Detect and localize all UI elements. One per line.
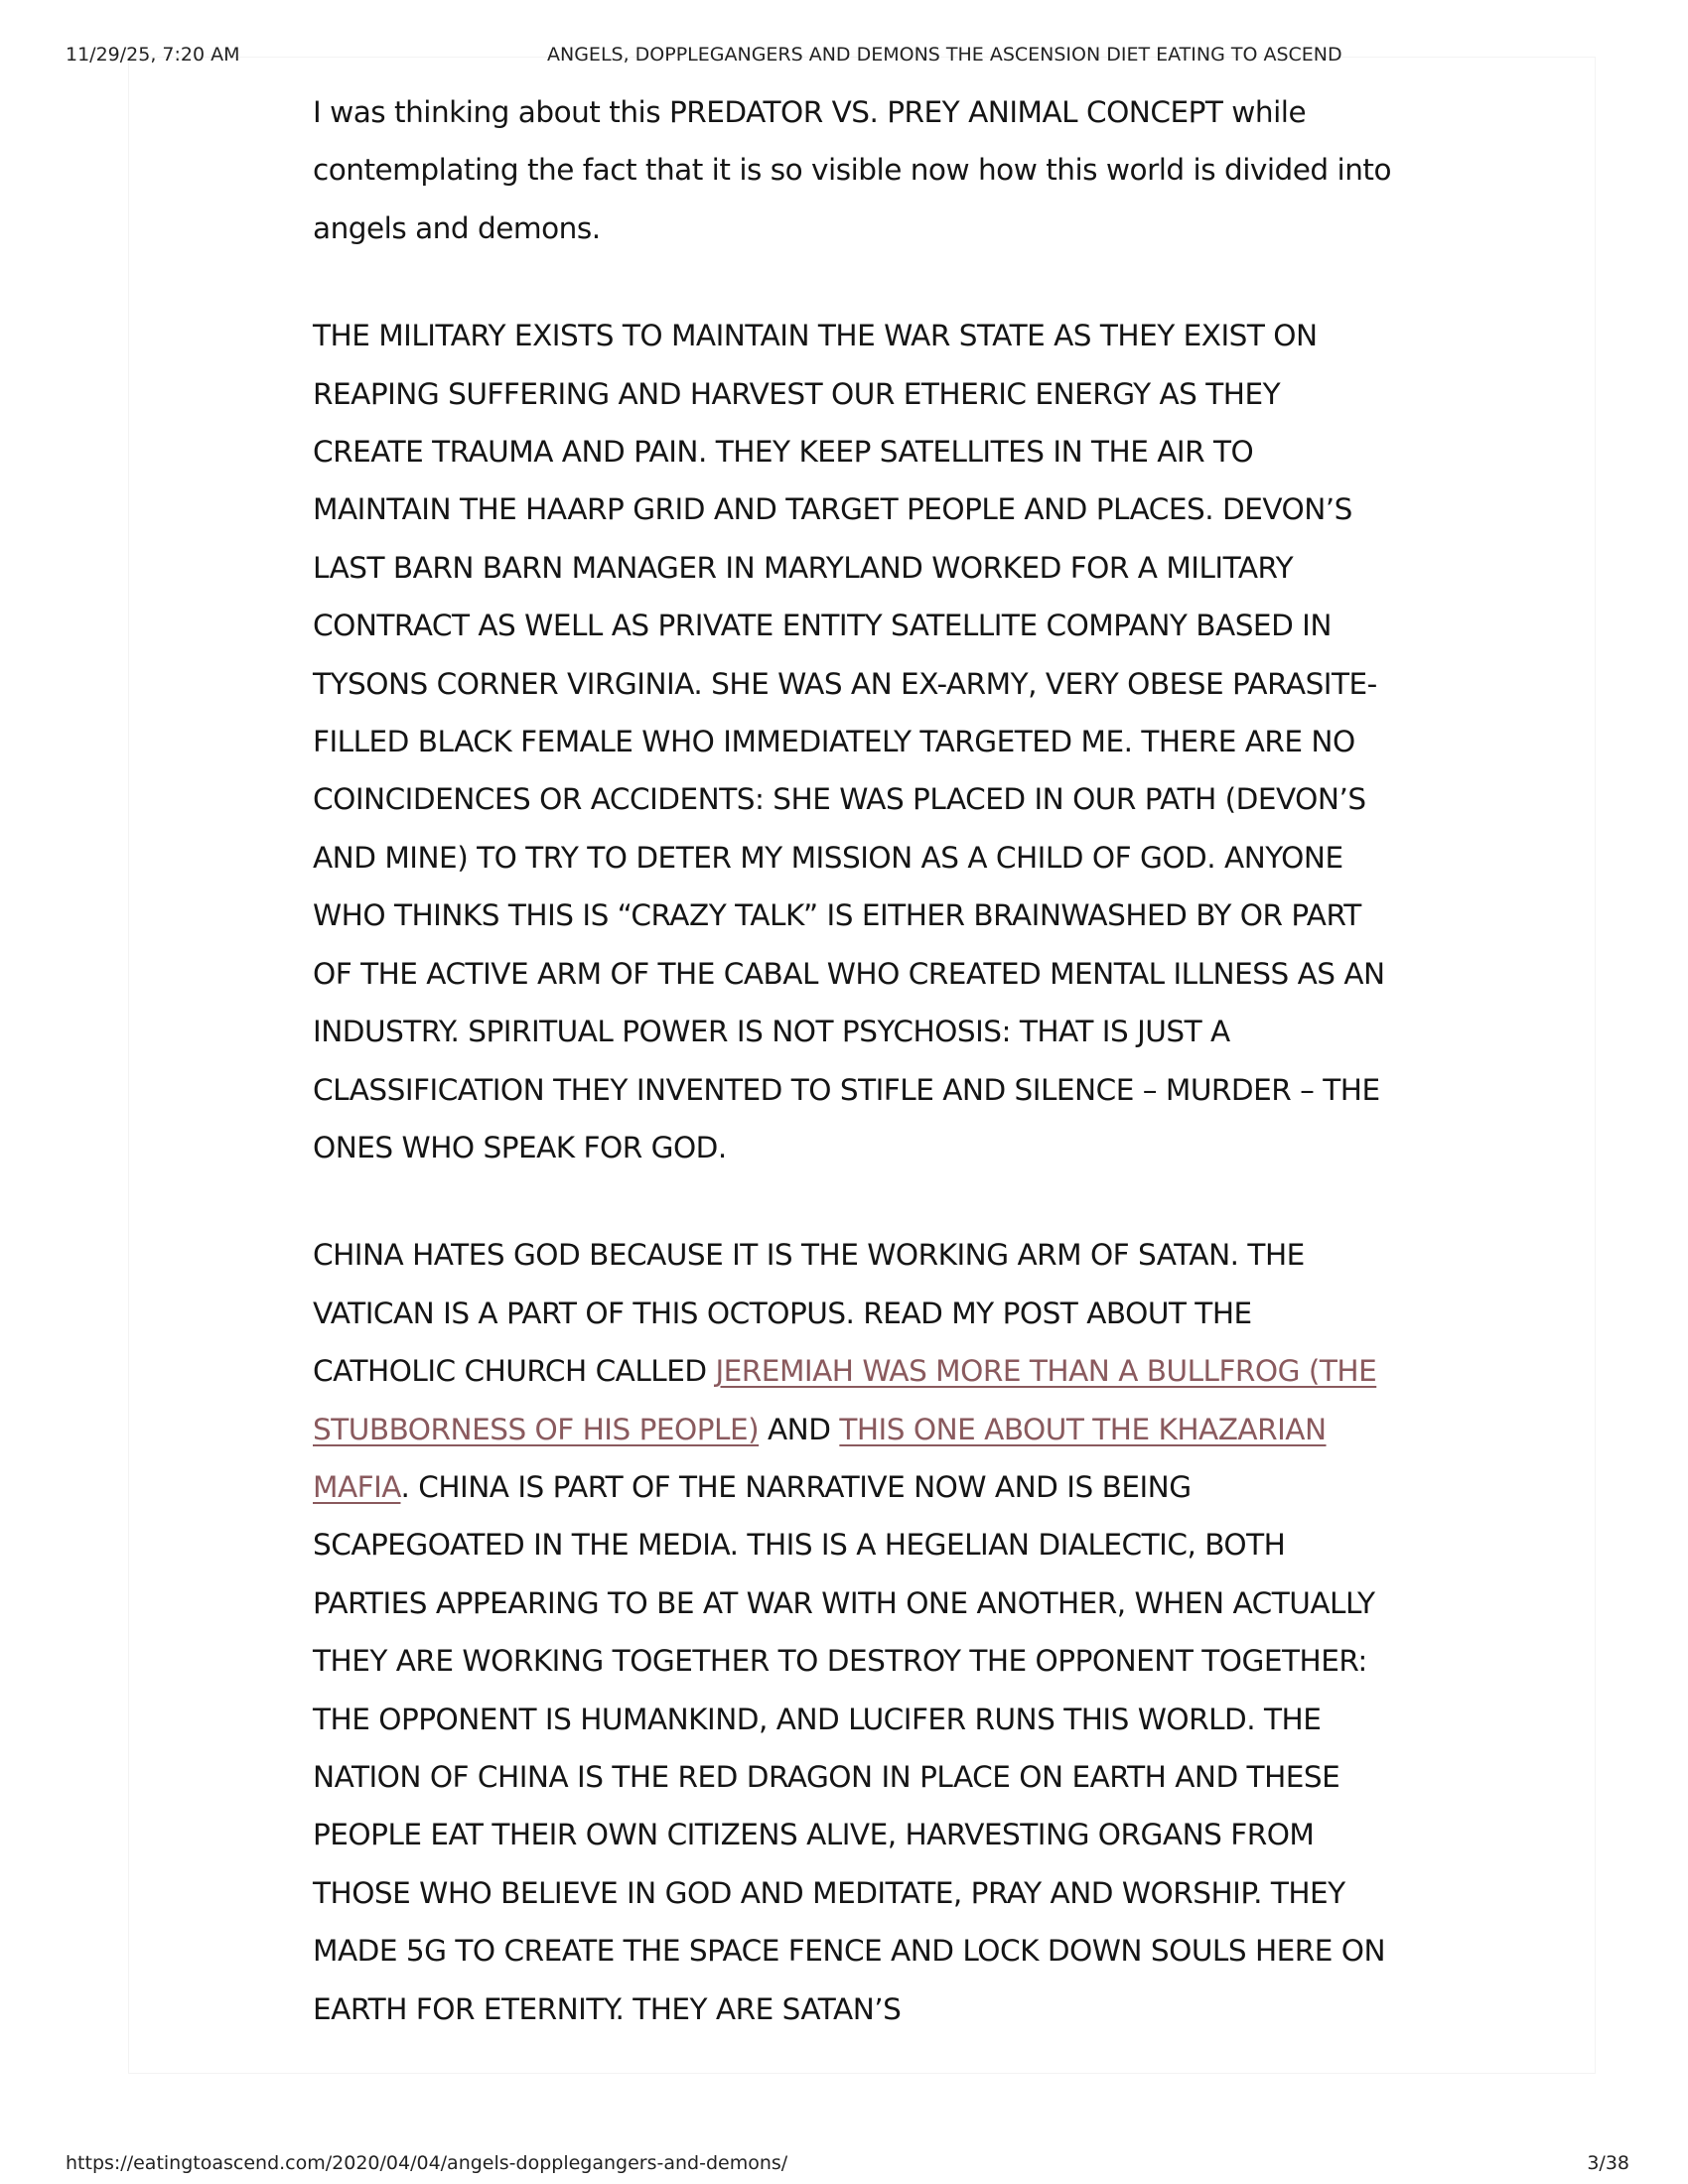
khazarian-mafia-post-link[interactable]: THIS ONE ABOUT THE KHAZARIAN MAFIA [313, 1412, 1327, 1504]
paragraph-3-and: AND [759, 1412, 840, 1446]
article-paragraph-3 [313, 1226, 1395, 2038]
print-title: ANGELS, DOPPLEGANGERS AND DEMONS THE ASCENSION DIET EATING TO ASCEND [547, 44, 1342, 66]
article-body [313, 83, 1395, 2088]
print-date: 11/29/25, 7:20 AM [66, 44, 240, 66]
article-paragraph-1: I was thinking about this PREDATOR VS. PREY ANIMAL CONCEPT while contemplating the fact that it is so visible now how this world is divided into angels and demons. [313, 95, 1392, 245]
print-header [0, 44, 1688, 69]
jeremiah-post-link[interactable]: JEREMIAH WAS MORE THAN A BULLFROG (THE STUBBORNESS OF HIS PEOPLE) [313, 1354, 1377, 1446]
paragraph-3-rest: . CHINA IS PART OF THE NARRATIVE NOW AND IS BEING SCAPEGOATED IN THE MEDIA. THIS IS A HEGELIAN DIALECTIC, BOTH PARTIES APPEARING TO BE AT WAR WITH ONE ANOTHER, WHEN ACTUALLY THEY ARE WORKING TOGETHER TO DESTROY THE OPPONENT TOGETHER: THE OPPONENT IS HUMANKIND, AND LUCIFER RUNS THIS WORLD. THE NATION OF CHINA IS THE RED DRAGON IN PLACE ON EARTH AND THESE PEOPLE EAT THEIR OWN CITIZENS ALIVE, HARVESTING ORGANS FROM THOSE WHO BELIEVE IN GOD AND MEDITATE, PRAY AND WORSHIP. THEY MADE 5G TO CREATE THE SPACE FENCE AND LOCK DOWN SOULS HERE ON EARTH FOR ETERNITY. THEY ARE SATAN’S [313, 1469, 1386, 2026]
print-url: https://eatingtoascend.com/2020/04/04/angels-dopplegangers-and-demons/ [66, 2152, 788, 2174]
print-page-number: 3/38 [1587, 2152, 1629, 2174]
print-footer [0, 2152, 1688, 2178]
paragraph-3-intro: CHINA HATES GOD BECAUSE IT IS THE WORKING ARM OF SATAN. THE VATICAN IS A PART OF THIS OCTOPUS. READ MY POST ABOUT THE CATHOLIC CHURCH CALLED [313, 1238, 1305, 1389]
article-paragraph-2: THE MILITARY EXISTS TO MAINTAIN THE WAR STATE AS THEY EXIST ON REAPING SUFFERING AND HARVEST OUR ETHERIC ENERGY AS THEY CREATE TRAUMA AND PAIN. THEY KEEP SATELLITES IN THE AIR TO MAINTAIN THE HAARP GRID AND TARGET PEOPLE AND PLACES. DEVON’S LAST BARN BARN MANAGER IN MARYLAND WORKED FOR A MILITARY CONTRACT AS WELL AS PRIVATE ENTITY SATELLITE COMPANY BASED IN TYSONS CORNER VIRGINIA. SHE WAS AN EX-ARMY, VERY OBESE PARASITE-FILLED BLACK FEMALE WHO IMMEDIATELY TARGETED ME. THERE ARE NO COINCIDENCES OR ACCIDENTS: SHE WAS PLACED IN OUR PATH (DEVON’S AND MINE) TO TRY TO DETER MY MISSION AS A CHILD OF GOD. ANYONE WHO THINKS THIS IS “CRAZY TALK” IS EITHER BRAINWASHED BY OR PART OF THE ACTIVE ARM OF THE CABAL WHO CREATED MENTAL ILLNESS AS AN INDUSTRY. SPIRITUAL POWER IS NOT PSYCHOSIS: THAT IS JUST A CLASSIFICATION THEY INVENTED TO STIFLE AND SILENCE – MURDER – THE ONES WHO SPEAK FOR GOD. [313, 319, 1385, 1164]
